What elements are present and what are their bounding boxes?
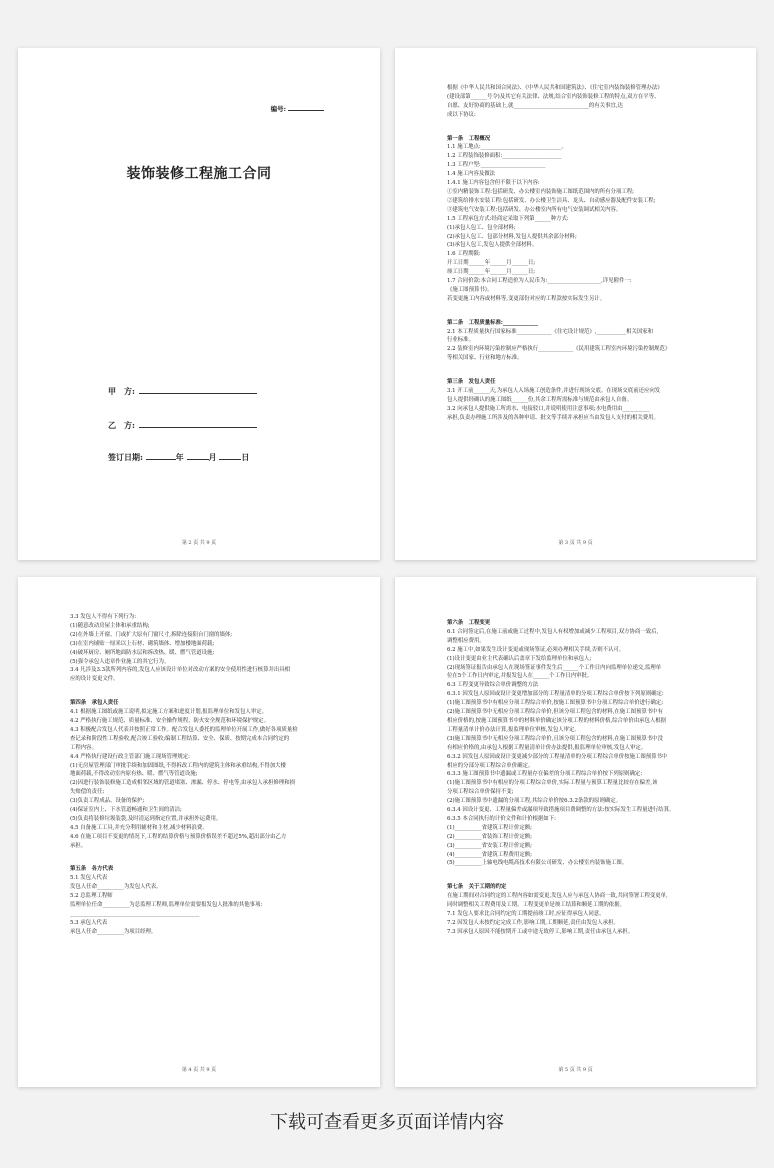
text-line: 6.3.3 施工图预算书中遗漏或工程量存在偏差的分项工程综合单价按下列原则确定: — [447, 771, 643, 778]
party-a — [108, 386, 257, 397]
text-line: (5)__________上轴电线电缆高技术有限公司研发、办公楼室内装饰施工图。 — [447, 860, 628, 867]
text-line: 1.5 工程承包方式:经商定采取下列第______种方式: — [447, 215, 569, 222]
text-line: 《施工图预算书》。 — [447, 286, 493, 293]
text-line: (2)施工图预算书中无相应分项工程综合单价,但该分项工程包含的材料,在施工图预算书中有 — [447, 709, 663, 716]
text-line — [447, 868, 706, 877]
year-label: 年 — [175, 452, 184, 462]
text-line: (3)在室内铺贴一厘米以上石材、砌筑墙体、增加楼地面荷载; — [70, 640, 215, 647]
text-line: 6.3.1 因发包人原因或设计变更增加部分的工程量清单的分项工程综合单价按下列原则确定: — [447, 691, 664, 698]
text-line: 第七条 关于工期的约定 — [447, 884, 507, 891]
text-line: 5.3 承包人代表 — [70, 919, 108, 926]
text-line: 3.1 开工前______天,为承包人入场施工创造条件,并进行现场交底。在现场交底前还应向发 — [447, 388, 661, 394]
page-footer: 第 4 页 共 9 页 — [181, 1067, 217, 1073]
text-line: ②建筑给排水安装工程:包括研发、办公楼卫生洁具、龙头、自动感应器及配件安装工程; — [447, 197, 656, 204]
text-line: 位在5个工作日内审定,并报发包人在______个工作日内审批。 — [447, 673, 593, 680]
text-line: 工程内容。 — [70, 744, 97, 751]
contract-number-blank — [288, 110, 324, 111]
text-line — [447, 363, 706, 372]
text-line: 竣工日期______年______月______日; — [447, 269, 536, 276]
text-line: 承担,负责办理施工所涉及的各种申请、批文等手续并承担应当由发包人支付的相关费用。 — [447, 414, 659, 421]
text-line: 3.3 发包人不得有下列行为: — [70, 614, 137, 620]
text-line: 第六条 工程变更 — [447, 620, 491, 626]
contract-page-5 — [395, 577, 756, 1087]
page-body — [447, 84, 706, 423]
text-line: (1)无房屋管理部门审批手续和加固图纸,不得拆改工程内的建筑主体和承重结构,不得加大楼 — [70, 762, 286, 769]
text-line: 7.2 因发包人未按约定完成工作,影响工期,工期顺延,责任由发包人承担。 — [447, 919, 619, 926]
text-line: (2)因进行装饰装修施工造成相邻区域的管道堵塞、渗漏、停水、停电等,由承包人承担修理和损 — [70, 780, 295, 787]
text-line: 6.2 施工中,如果发生设计变更或现场签证,必须办理相关手续,否则不认可。 — [447, 646, 625, 653]
download-caption[interactable]: 下载可查看更多页面详情内容 — [270, 1112, 504, 1133]
text-line: (2)承包人包工、包部分材料,发包人提供其余部分材料; — [447, 233, 577, 240]
text-line: 在施工期间对合同约定的工程内容如需变更,发包人应与承包人协商一致,共同签署工程变更单, — [447, 893, 668, 900]
text-line: 2.1 本工程质量执行国家标准_____________《住宅设计规范》,___________相关国家和 — [447, 328, 654, 335]
text-line: (3)承包人包工,发包人提供全部材料。 — [447, 242, 538, 249]
party-a-label: 甲 方: — [108, 386, 135, 396]
text-line: (1)施工图预算书中有相应分项工程综合单价,按施工图预算书中分项工程综合单价进行确定; — [447, 700, 664, 707]
text-line: 应的设计变更文件。 — [70, 676, 119, 683]
text-line: 相应的分部分项工程综合单价确定。 — [447, 762, 534, 769]
text-line: 同时调整相关工程费用及工期。工程变更单是竣工结算和顺延工期的依据。 — [447, 902, 625, 909]
contract-page-3 — [395, 48, 756, 560]
page-footer: 第 5 页 共 9 页 — [558, 1067, 593, 1073]
text-line: 工程量清单计价办法计算,报监理单位审核,发包人审定。 — [447, 726, 580, 733]
text-line: 根据《中华人民共和国合同法》、《中华人民共和国建筑法》、《住宅室内装饰装修管理办法》 — [447, 85, 663, 91]
text-line: 成以下协议: — [447, 111, 476, 118]
text-line: 相应价格的,按施工图预算书中的材料单价确定该分项工程的材料价格,综合单价由承包人根据 — [447, 717, 667, 724]
text-line: (2)在外墙上开窗、门或扩大原有门窗尺寸,拆除连接阳台门窗的墙体; — [70, 631, 233, 638]
text-line: (2)__________省装饰工程计价定额; — [447, 833, 532, 840]
text-line: 5.1 发包人代表 — [70, 875, 108, 882]
text-line: (2)施工图预算书中遗漏的分项工程,其综合单价按6.3.2条款的原则确定。 — [447, 798, 622, 805]
text-line: 6.3.5 本合同执行的计价文件和计价根据如下: — [447, 815, 556, 822]
text-line: 1.4.1 施工内容包含但不限于以下内容: — [447, 180, 540, 187]
sign-date-label: 签订日期: — [108, 452, 143, 462]
text-line: (4)保证室内上、下水管道畅通和卫生间的清洁; — [70, 807, 182, 814]
month-label: 月 — [208, 452, 217, 462]
text-line: 4.5 自备施工工具,并充分利用辅材和主材,减少材料浪费。 — [70, 824, 208, 831]
text-line: 若变更施工内容或材料等,变更部份对应的工程款按实际发生另计。 — [447, 295, 606, 302]
text-line: 地面荷载,不得改动室内原有热、暖、燃气等管道设施; — [70, 771, 198, 778]
page-footer: 第 2 页 共 9 页 — [181, 540, 217, 546]
text-line: (1)施工图预算书中有相应的分项工程综合单价,实际工程量与预算工程量比较存在偏差,该 — [447, 780, 658, 787]
text-line: 1.4 施工内容及做法 — [447, 171, 496, 178]
text-line: 1.7 合同价款:本合同工程造价为人民币为:____________________,详见附件一: — [447, 278, 632, 285]
text-line: 3.2 向承包人提供施工所需水、电接驳口,并说明使用注意事项;水电费用由__________ — [447, 405, 650, 412]
text-line: 有相应价格的,由承包人根据工程量清单计价办法提供,报监理单位审核,发包人审定。 — [447, 744, 647, 751]
text-line: (建设部第______号令)及其它有关法律、法规,结合室内装饰装修工程的特点,双方在平等、 — [447, 93, 660, 100]
text-line: 第五条 各方代表 — [70, 866, 114, 873]
text-line: 包人提供经确认的施工图纸______份,其余工程所需标准与规范由承包人自备。 — [447, 396, 632, 403]
text-line: (1)__________省建筑工程计价定额; — [447, 824, 532, 831]
contract-page-4 — [18, 577, 380, 1087]
party-b-label: 乙 方: — [108, 420, 135, 430]
text-line — [447, 120, 706, 129]
page-body — [447, 613, 706, 937]
text-line: 4.6 在施工项目不变更的情况下,工程的结算价格与预算价格误差不超过5%,超出部分由乙方 — [70, 833, 287, 840]
text-line: (3)__________省安装工程计价定额; — [447, 842, 532, 849]
text-line: 5.2 总监理工程师 — [70, 893, 113, 900]
day-label: 日 — [241, 452, 250, 462]
text-line: 1.6 工程期限: — [447, 251, 481, 258]
text-line: 3.4 凡涉及3.3款所列内容的,发包人应该设计单位对改动方案的安全使用性进行核算并出具相 — [70, 667, 291, 674]
text-line: ①室内精装饰工程:包括研发、办公楼室内装饰施工图纸范围内的所有分项工程; — [447, 188, 634, 195]
text-line: 6.1 合同签定后,在施工前或施工过程中,发包人有权增加或减少工程项目,双方协商一致后, — [447, 628, 659, 635]
page-footer: 第 3 页 共 9 页 — [558, 540, 593, 546]
text-line: 调整相应费用。 — [447, 637, 485, 644]
text-line: (2)现场签证报告由承包人在现场签证事件发生后______个工作日内向监理单位递交,监理单 — [447, 664, 662, 671]
text-line: 4.1 根据施工图纸或施工说明,拟定施工方案和进度计划,报监理单位和发包人审定。 — [70, 709, 267, 716]
party-b — [108, 420, 257, 431]
party-b-blank — [139, 427, 257, 428]
text-line: 承包人任命__________为项目经理。 — [70, 928, 157, 935]
text-line: 监理单位任命__________为总监理工程师,监理单位需要报发包人批准的其他事项: — [70, 902, 263, 909]
text-line: 开工日期______年______月______日; — [447, 260, 536, 267]
text-line: 等相关国家、行业和地方标准。 — [447, 355, 523, 362]
contract-number — [271, 104, 324, 113]
text-line: (3)负责工程成品、设备的保护; — [70, 798, 145, 805]
text-line: 1.2 工程装饰装修面积:______________________ — [447, 153, 562, 160]
text-line: 第三条 发包人责任 — [447, 379, 496, 386]
text-line: 7.3 因承包人原因不能按期开工或中途无故停工,影响工期,责任由承包人承担。 — [447, 928, 634, 935]
text-line: (1)承包人包工、包全部材料; — [447, 224, 516, 231]
text-line: 分项工程综合单价保持不变; — [447, 789, 514, 796]
month-blank — [187, 451, 209, 460]
text-line: 第一条 工程概况 — [447, 135, 491, 142]
text-line: (4)破坏厨房、厕所地面防水层和拆改热、暖、燃气管道设施; — [70, 649, 215, 656]
text-line: (1)随意改动房屋主体和承重结构; — [70, 622, 150, 629]
text-line: 7.1 发包人要求比合同约定的工期提前竣工时,应征得承包人同意。 — [447, 911, 605, 917]
party-a-blank — [139, 393, 257, 394]
text-line: 第四条 承包人责任 — [70, 700, 119, 707]
text-line: (3)施工图预算书中无相应分项工程综合单价,且该分项工程包含的材料,在施工图预算书中没 — [447, 735, 663, 742]
sign-date — [108, 451, 249, 463]
page-body — [70, 613, 330, 937]
day-blank — [219, 451, 241, 460]
text-line: 发包人任命__________为发包人代表。 — [70, 884, 162, 891]
text-line: ________________________________________________ — [70, 911, 200, 917]
text-line: 自愿、友好协商的基础上,就____________________________的有关事宜,达 — [447, 102, 623, 109]
text-line: 6.3.2 因发包人原因或设计变更减少部分的工程量清单的分项工程综合单价按施工图预算书中 — [447, 753, 668, 760]
text-line: 4.4 严格执行建设行政主管部门施工现场管理规定: — [70, 753, 190, 760]
contract-title: 装饰装修工程施工合同 — [126, 166, 272, 182]
text-line: (5)负责将装修垃圾装袋,及时清运到指定位置,并承担外运费用。 — [70, 815, 222, 822]
cover-page — [18, 48, 380, 560]
text-line: 6.3.4 因设计变更、工程量偏差或漏项导致措施项目费调整的方法:按实际发生工程量进行结算。 — [447, 807, 675, 814]
text-line: 失赔偿的责任; — [70, 789, 105, 796]
text-line — [70, 851, 330, 860]
year-blank — [146, 451, 176, 460]
text-line: 4.3 积极配合发包人代表并按照正常工作。配合发包人委托的监理单位开展工作,做好各项质量检 — [70, 726, 298, 733]
text-line — [447, 304, 706, 313]
text-line: (1)设计变更由业主代表确认后盖章下发给监理单位和承包人; — [447, 655, 592, 662]
text-line — [70, 684, 330, 693]
watermark — [51, 348, 73, 378]
text-line: 查记录和阶段性工程验收,配合竣工验收;编制工程结算、安全、保质、按期完成本合同约定的 — [70, 735, 290, 742]
text-line: 第二条 工程质量标准:_____________ — [447, 319, 538, 326]
text-line: 1.1 施工地点:______________________________。 — [447, 144, 567, 151]
text-line: 6.3 工程变更导致综合单价调整的方法 — [447, 682, 539, 689]
text-line: (5)强令承包人违章作业施工的其它行为。 — [70, 658, 170, 665]
text-line: 1.3 工程户型:________________________ — [447, 162, 546, 169]
text-line: (4)__________省建筑工程费用定额; — [447, 851, 532, 858]
text-line: 承担。 — [70, 842, 87, 849]
text-line: 4.2 严格执行施工规范、质量标准、安全操作规程、防火安全规范和环境保护规定。 — [70, 717, 269, 724]
text-line: 行业标准。 — [447, 337, 474, 344]
text-line: 2.2 装修室内环境污染控制应严格执行_____________《民用建筑工程室内环境污染控制规范》 — [447, 346, 671, 353]
text-line: ③建筑电气安装工程:包括研发、办公楼室内所有电气安装调试相关内容。 — [447, 206, 622, 213]
contract-number-label: 编号: — [270, 105, 286, 113]
